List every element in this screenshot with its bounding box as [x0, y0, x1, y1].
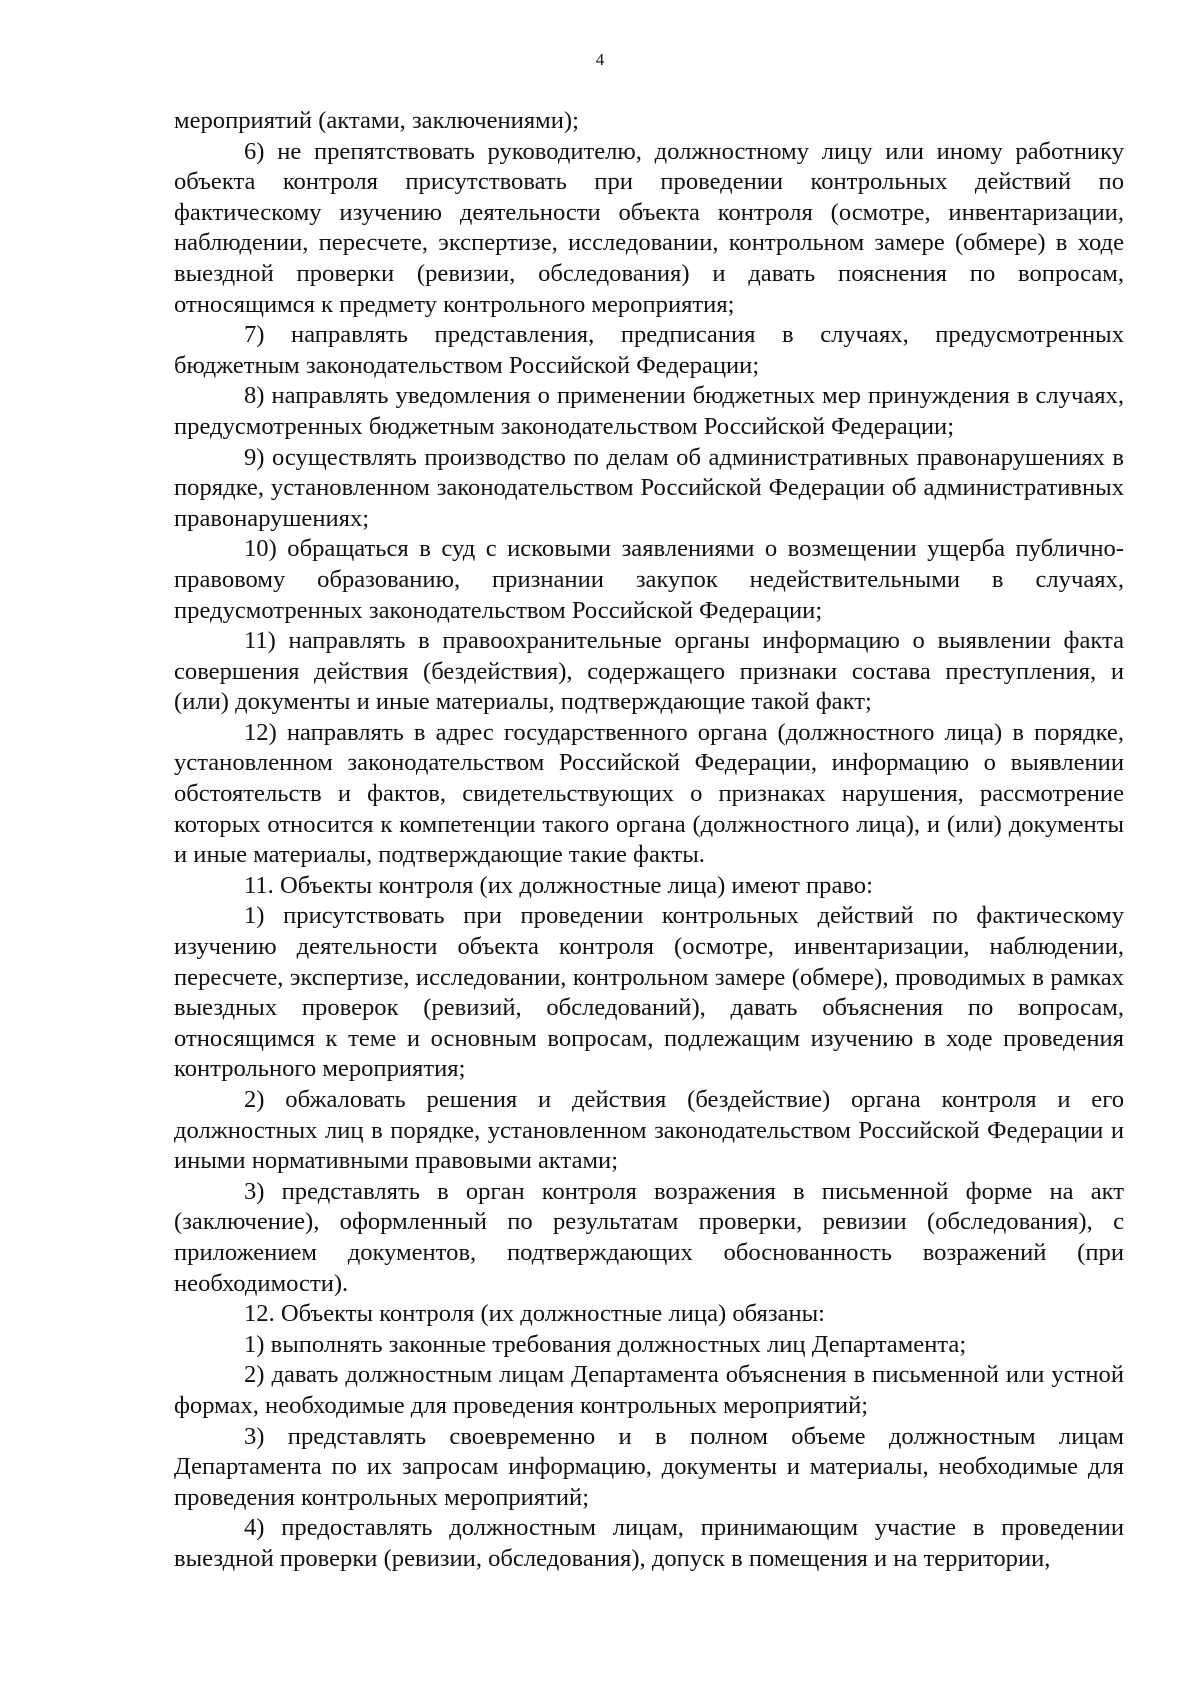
paragraph: 1) присутствовать при проведении контрольных действий по фактическому изучению деятельности объекта контроля (осмотре, инвентаризации, наблюдении, пересчете, экспертизе, исследовании, контрольном замере (обмере), проводимых в рамках выездных проверок (ревизий, обследований), давать объяснения по вопросам, относящимся к теме и основным вопросам, подлежащим изучению в ходе проведения контрольного мероприятия; [174, 902, 1124, 1083]
paragraph: мероприятий (актами, заключениями); [174, 107, 579, 134]
paragraph: 1) выполнять законные требования должностных лиц Департамента; [244, 1330, 967, 1358]
section-heading: 12. Объекты контроля (их должностные лица) обязаны: [244, 1300, 825, 1328]
document-body [174, 106, 1124, 1575]
paragraph: 12) направлять в адрес государственного органа (должностного лица) в порядке, установленном законодательством Российской Федерации, информацию о выявлении обстоятельств и фактов, свидетельствующих о признаках нарушения, рассмотрение которых относится к компетенции такого органа (должностного лица), и (или) документы и иные материалы, подтверждающие такие факты. [174, 718, 1124, 869]
paragraph: 2) обжаловать решения и действия (бездействие) органа контроля и его должностных лиц в порядке, установленном законодательством Российской Федерации и иными нормативными правовыми актами; [174, 1086, 1124, 1175]
paragraph: 4) предоставлять должностным лицам, принимающим участие в проведении выездной проверки (ревизии, обследования), допуск в помещения и на территории, [174, 1514, 1124, 1572]
page-number: 4 [595, 50, 605, 69]
paragraph: 11) направлять в правоохранительные органы информацию о выявлении факта совершения действия (бездействия), содержащего признаки состава преступления, и (или) документы и иные материалы, подтверждающие такой факт; [174, 627, 1124, 716]
paragraph: 3) представлять своевременно и в полном объеме должностным лицам Департамента по их запросам информацию, документы и материалы, необходимые для проведения контрольных мероприятий; [174, 1422, 1124, 1511]
paragraph: 9) осуществлять производство по делам об административных правонарушениях в порядке, установленном законодательством Российской Федерации об административных правонарушениях; [174, 443, 1124, 532]
paragraph: 8) направлять уведомления о применении бюджетных мер принуждения в случаях, предусмотренных бюджетным законодательством Российской Федерации; [174, 382, 1124, 440]
paragraph: 3) представлять в орган контроля возражения в письменной форме на акт (заключение), оформленный по результатам проверки, ревизии (обследования), с приложением документов, подтверждающих обоснованность возражений (при необходимости). [174, 1177, 1124, 1297]
paragraph: 7) направлять представления, предписания в случаях, предусмотренных бюджетным законодательством Российской Федерации; [174, 321, 1124, 379]
section-heading: 11. Объекты контроля (их должностные лица) имеют право: [244, 871, 873, 899]
paragraph: 6) не препятствовать руководителю, должностному лицу или иному работнику объекта контроля присутствовать при проведении контрольных действий по фактическому изучению деятельности объекта контроля (осмотре, инвентаризации, наблюдении, пересчете, экспертизе, исследовании, контрольном замере (обмере) в ходе выездной проверки (ревизии, обследования) и давать пояснения по вопросам, относящимся к предмету контрольного мероприятия; [174, 137, 1124, 318]
paragraph: 2) давать должностным лицам Департамента объяснения в письменной или устной формах, необходимые для проведения контрольных мероприятий; [174, 1361, 1124, 1419]
paragraph: 10) обращаться в суд с исковыми заявлениями о возмещении ущерба публично-правовому образованию, признании закупок недействительными в случаях, предусмотренных законодательством Российской Федерации; [174, 535, 1124, 624]
